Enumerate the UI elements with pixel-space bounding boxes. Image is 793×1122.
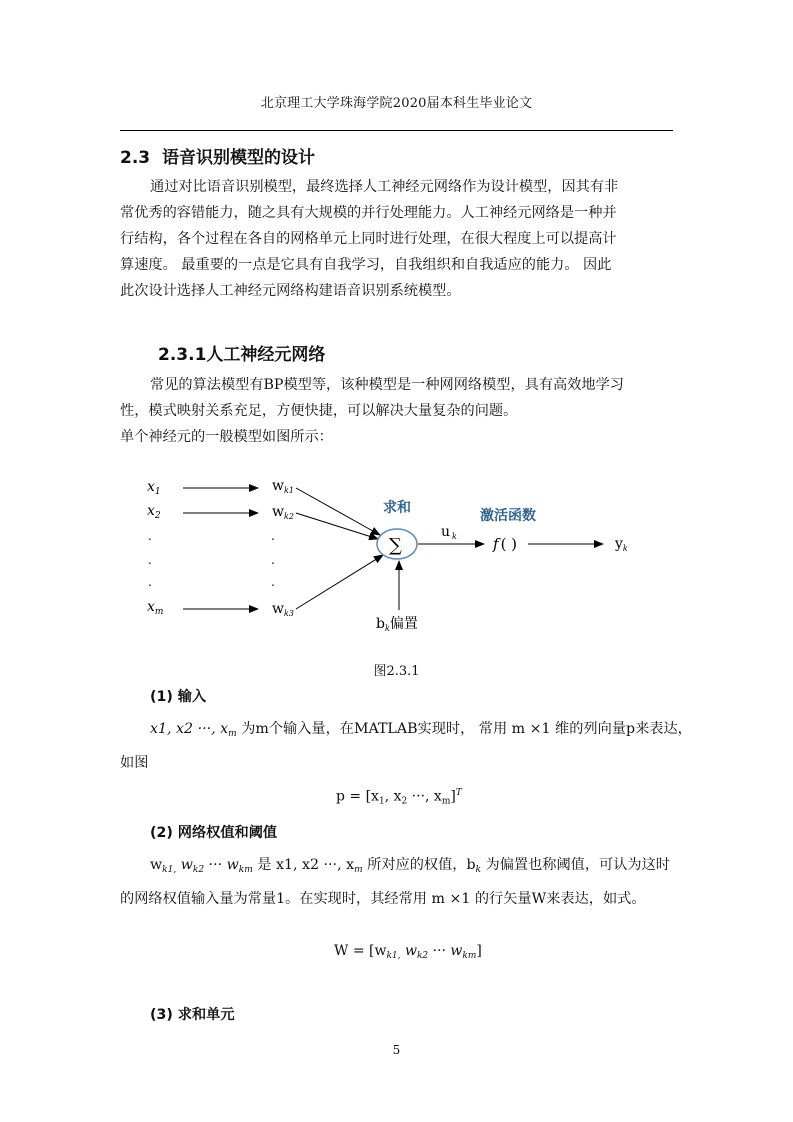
item-sum-label: (3) 求和单元 (150, 1007, 235, 1023)
text-line: 此次设计选择人工神经元网络构建语音识别系统模型。 (120, 283, 461, 299)
neuron-diagram (0, 460, 793, 660)
formula-w: $W = [w_{k1,}$ $w_{k2}$ ··· $w_{km}$] (334, 943, 482, 961)
section-title: 语音识别模型的设计 (161, 148, 315, 168)
sum-label: 求和 (383, 500, 411, 516)
input-dot: . (148, 553, 152, 567)
text-line: 通过对比语音识别模型，最终选择人工神经元网络作为设计模型，因其有非 (150, 179, 619, 195)
activation-function: f ( ) (493, 535, 518, 553)
figure-caption: 图2.3.1 (373, 664, 420, 679)
weight-wk2: $w_{k2}$ (272, 504, 294, 521)
weight-wk3: $w_{k3}$ (272, 601, 294, 618)
weight-arrow (296, 555, 383, 609)
input-dot: . (148, 529, 152, 543)
weight-dot: . (271, 553, 275, 567)
weight-arrow (296, 513, 378, 539)
activation-label: 激活函数 (480, 508, 536, 524)
text-line: 单个神经元的一般模型如图所示： (120, 429, 333, 445)
item-weights-label: (2) 网络权值和阈值 (150, 825, 278, 841)
weights-description-line2: 的网络权值输入量为常量1。在实现时，其经常用 m ×1 的行矢量W来表达，如式。 (120, 891, 646, 907)
weight-dot: . (271, 575, 275, 589)
text-line: 性，模式映射关系充足，方便快捷，可以解决大量复杂的问题。 (120, 403, 518, 419)
page-number: 5 (392, 1043, 401, 1057)
output-label: $y_k$ (615, 536, 628, 553)
text-line: 常见的算法模型有BP模型等，该种模型是一种网网络模型，具有高效地学习 (150, 377, 624, 393)
weights-description-line1: $w_{k1,}$ $w_{k2}$ ··· $w_{km}$ 是 x1, x2 ···, $x_m$ 所对应的权值，$b_k$ 为偏置也称阈值，可认为这时 (150, 857, 670, 875)
u-label: u $_k$ (441, 524, 457, 541)
sum-icon: ∑ (389, 535, 402, 556)
subsection-heading (158, 340, 325, 365)
section-number: 2.3 (120, 148, 151, 168)
input-description (120, 718, 692, 739)
subsection-number: 2.3.1 (158, 345, 207, 365)
item-input-label: (1) 输入 (150, 689, 207, 705)
text-line: 算速度。 最重要的一点是它具有自我学习，自我组织和自我适应的能力。 因此 (120, 257, 612, 273)
formula-p: $p = [x_1$, $x_2$ ···, $x_m]^T$ (336, 788, 462, 807)
weight-arrow (296, 488, 380, 535)
intro-paragraph (120, 174, 673, 304)
input-vars: x1, x2 ···, $x_m$ (150, 721, 237, 739)
page-header: 北京理工大学珠海学院2020届本科生毕业论文 (260, 96, 533, 111)
input-description-cont: 如图 (120, 755, 149, 771)
input-x1: $x_1$ (147, 479, 161, 497)
text-line: 常优秀的容错能力，随之具有大规模的并行处理能力。人工神经元网络是一种并 (120, 205, 617, 221)
input-desc-text: 为m个输入量，在MATLAB实现时， 常用 m ×1 维的列向量p来表达， (236, 721, 692, 737)
subsection-paragraph (120, 372, 673, 450)
input-x2: $x_2$ (147, 503, 161, 521)
header-rule (120, 130, 673, 131)
section-heading (120, 143, 315, 168)
text-line: 行结构，各个过程在各自的网格单元上同时进行处理，在很大程度上可以提高计 (120, 231, 617, 247)
weight-dot: . (271, 529, 275, 543)
bias-label: $b_k$偏置 (376, 616, 418, 633)
input-dot: . (148, 575, 152, 589)
input-xm: $x_m$ (147, 599, 164, 617)
subsection-title: 人工神经元网络 (206, 345, 326, 365)
weight-wk1: $w_{k1}$ (272, 478, 294, 495)
